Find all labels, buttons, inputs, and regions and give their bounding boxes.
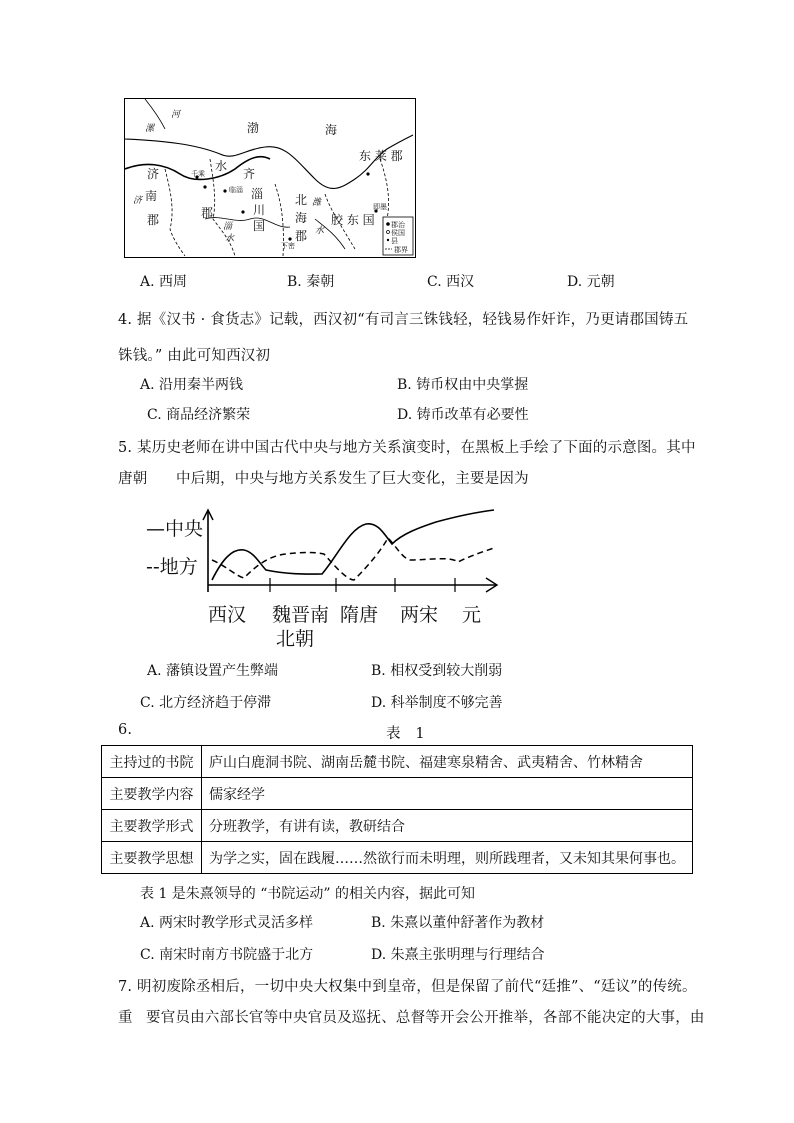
q5-stem-line2b: 中后期，中央与地方关系发生了巨大变化，主要是因为	[176, 471, 529, 487]
map-label-qiansheng: 千乘	[191, 170, 205, 178]
q5-option-d[interactable]: D. 科举制度不够完善	[371, 695, 503, 711]
table-value-cell: 庐山白鹿洞书院、湖南岳麓书院、福建寒泉精舍、武夷精舍、竹林精舍	[202, 746, 693, 778]
map-label-shui2: 水	[315, 226, 325, 236]
table-row	[102, 842, 693, 874]
q6-option-d[interactable]: D. 朱熹主张明理与行理结合	[371, 947, 545, 963]
sketch-period-suitang: 隋唐	[340, 604, 379, 626]
q5-stem-line1: 5. 某历史老师在讲中国古代中央与地方关系演变时，在黑板上手绘了下面的示意图。其中	[118, 440, 696, 456]
river-zi	[205, 218, 290, 228]
q3-option-d[interactable]: D. 元朝	[567, 274, 615, 290]
town-dot	[241, 210, 244, 213]
map-label-donglai: 东 莱 郡	[359, 149, 403, 163]
map-label-zi: 淄	[251, 187, 264, 201]
q6-number: 6.	[118, 722, 133, 738]
q4-stem-line1: 4. 据《汉书 · 食货志》记载，西汉初“有司言三铢钱轻，轻钱易作奸诈，乃更请郡国铸五	[118, 312, 689, 328]
q3-option-a[interactable]: A. 西周	[140, 274, 188, 290]
q6-table	[101, 745, 693, 874]
map-label-linzi: 临淄	[229, 186, 243, 194]
map-label-jun3: 郡	[295, 229, 308, 243]
map-drawing	[125, 99, 415, 256]
table-row	[102, 778, 693, 810]
map-label-nan: 南	[145, 189, 158, 203]
table-head-cell: 主要教学思想	[102, 842, 202, 874]
central-line	[212, 510, 494, 580]
table-head-cell: 主要教学内容	[102, 778, 202, 810]
local-line	[212, 538, 494, 580]
boundary-1	[165, 169, 185, 256]
q5-option-b[interactable]: B. 相权受到较大削弱	[371, 663, 503, 679]
map-label-jiaodong: 胶 东 国	[331, 213, 375, 227]
map-label-ji2: 济	[133, 196, 143, 206]
map-label-sea: 渤	[247, 121, 260, 135]
sketch-period-beichao: 北朝	[276, 628, 315, 650]
map-label-ta: 漯	[145, 124, 155, 134]
town-dot	[203, 185, 206, 188]
q3-option-c[interactable]: C. 西汉	[427, 274, 475, 290]
q3-option-b[interactable]: B. 秦朝	[287, 274, 335, 290]
sketch-period-yuan: 元	[462, 604, 482, 626]
table-value-cell: 为学之实，固在践履……然欲行而未明理，则所践理者，又未知其果何事也。	[202, 842, 693, 874]
q4-option-b[interactable]: B. 铸币权由中央掌握	[397, 377, 529, 393]
q4-option-d[interactable]: D. 铸币改革有必要性	[397, 407, 529, 423]
map-label-zi2: 淄	[223, 222, 233, 232]
map-label-sea2: 海	[325, 123, 338, 137]
map-legend-d: 郡界	[394, 246, 408, 254]
q4-option-a[interactable]: A. 沿用秦半两钱	[140, 377, 244, 393]
q6-option-c[interactable]: C. 南宋时南方书院盛于北方	[140, 947, 314, 963]
map-label-jimo: 即墨	[373, 203, 387, 211]
table-value-cell: 分班教学，有讲有读，教研结合	[202, 810, 693, 842]
map-legend-c: 县	[391, 237, 398, 245]
town-dot	[366, 172, 369, 175]
table-value-cell: 儒家经学	[202, 778, 693, 810]
central-local-sketch	[140, 500, 500, 650]
map-label-bei: 北	[295, 193, 308, 207]
map-label-shui: 水	[215, 159, 228, 173]
q7-stem-line2a: 重	[118, 1010, 133, 1026]
sketch-period-liangsong: 两宋	[400, 604, 439, 626]
map-legend-b: 侯国	[391, 229, 405, 237]
map-label-he: 河	[171, 110, 181, 120]
map-label-jun: 郡	[147, 213, 160, 227]
map-legend-a: 郡治	[391, 221, 405, 229]
map-label-wei: 潍	[312, 198, 322, 208]
q6-option-a[interactable]: A. 两宋时教学形式灵活多样	[140, 915, 314, 931]
q6-option-b[interactable]: B. 朱熹以董仲舒著作为教材	[371, 915, 545, 931]
sketch-period-xihan: 西汉	[208, 604, 247, 626]
legend-dot-1	[386, 222, 390, 226]
q6-table-title: 表 1	[386, 726, 425, 742]
sketch-period-weijin: 魏晋南	[272, 604, 330, 626]
legend-dot-3	[387, 239, 389, 241]
q6-caption: 表 1 是朱熹领导的 “书院运动” 的相关内容，据此可知	[140, 886, 476, 902]
map-label-guo: 国	[253, 219, 266, 233]
q4-option-c[interactable]: C. 商品经济繁荣	[147, 407, 251, 423]
town-dot	[223, 189, 226, 192]
table-head-cell: 主要教学形式	[102, 810, 202, 842]
q7-stem-line2b: 要官员由六部长官等中央官员及巡抚、总督等开会公开推举，各部不能决定的大事，由	[146, 1010, 705, 1026]
map-label-chuan: 川	[253, 203, 266, 217]
qi-region-map	[124, 98, 416, 258]
sketch-legend-central: —中央	[146, 518, 204, 540]
map-label-shui3: 水	[225, 234, 235, 244]
map-label-xiamisheng: 下密	[281, 242, 295, 250]
map-label-ji: 济	[147, 167, 160, 181]
table-head-cell: 主持过的书院	[102, 746, 202, 778]
q5-option-c[interactable]: C. 北方经济趋于停滞	[140, 695, 272, 711]
q7-stem-line1: 7. 明初废除丞相后，一切中央大权集中到皇帝，但是保留了前代“廷推”、“廷议”的传统。	[118, 979, 697, 995]
map-label-qi: 齐	[243, 167, 256, 181]
map-label-hai: 海	[295, 211, 308, 225]
q4-stem-line2: 铢钱。” 由此可知西汉初	[118, 348, 271, 364]
table-row	[102, 746, 693, 778]
table-row	[102, 810, 693, 842]
q5-option-a[interactable]: A. 藩镇设置产生弊端	[147, 663, 279, 679]
sketch-legend-local: --地方	[146, 556, 198, 578]
q5-stem-line2a: 唐朝	[118, 471, 148, 487]
map-label-jun2: 郡	[201, 206, 214, 220]
